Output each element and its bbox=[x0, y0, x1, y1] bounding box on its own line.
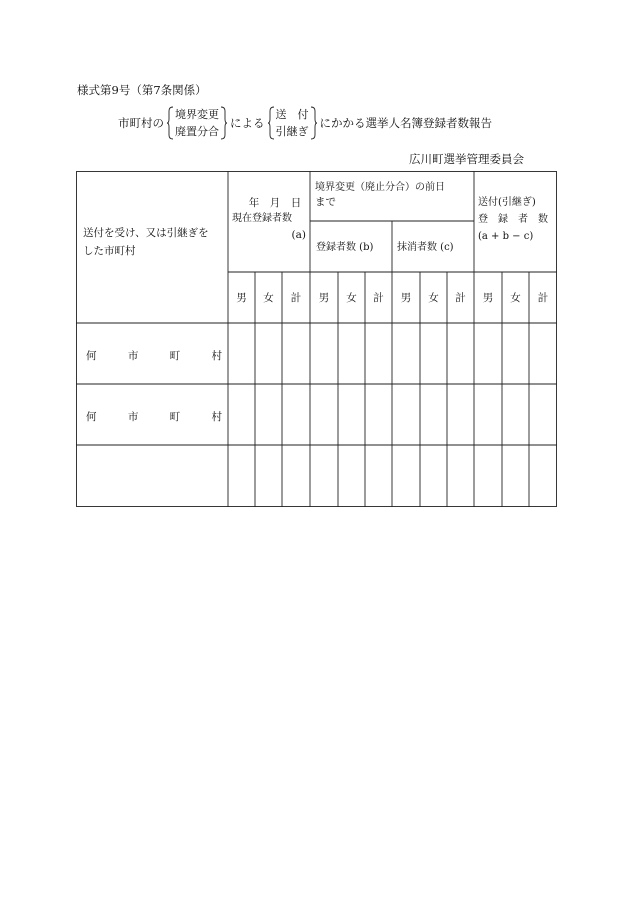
table-row-1-label bbox=[86, 348, 222, 363]
title-prefix: 市町村の bbox=[118, 116, 164, 130]
gender-label-transfer-1: 女 bbox=[510, 292, 521, 304]
header-transfer-line-2: 登 録 者 数 bbox=[478, 214, 548, 225]
gender-label-deleted-0: 男 bbox=[400, 292, 412, 304]
gender-label-date-2: 計 bbox=[290, 292, 302, 304]
gender-label-registered-1: 女 bbox=[346, 292, 357, 304]
header-transfer-line-1: 送付(引継ぎ) bbox=[478, 197, 536, 208]
title-middle: による bbox=[230, 116, 265, 130]
left-brace-icon bbox=[268, 106, 275, 140]
header-before-line-2: まで bbox=[315, 196, 336, 208]
row-2-char-4: 村 bbox=[211, 411, 222, 423]
header-date-registered bbox=[232, 196, 306, 242]
header-recipient-municipality bbox=[83, 227, 223, 258]
form-number: 様式第9号（第7条関係） bbox=[77, 83, 207, 97]
header-date-line-1: 年 月 日 bbox=[248, 197, 302, 209]
header-recipient-line-1: 送付を受け、又は引継ぎを bbox=[83, 227, 209, 239]
issuer-name: 広川町選挙管理委員会 bbox=[409, 152, 524, 166]
title-suffix: にかかる選挙人名簿登録者数報告 bbox=[319, 116, 492, 130]
gender-label-transfer-2: 計 bbox=[537, 292, 549, 304]
row-1-char-3: 町 bbox=[169, 350, 181, 362]
header-registered-count: 登録者数 (b) bbox=[316, 242, 374, 253]
right-brace-icon bbox=[220, 106, 227, 140]
report-table bbox=[76, 171, 557, 507]
title-brace-1 bbox=[167, 106, 227, 140]
gender-label-transfer-0: 男 bbox=[482, 292, 494, 304]
gender-label-registered-2: 計 bbox=[373, 292, 384, 304]
header-recipient-line-2: した市町村 bbox=[83, 245, 136, 257]
header-deleted-count: 抹消者数 (c) bbox=[397, 242, 454, 253]
header-date-line-2: 現在登録者数 bbox=[232, 213, 292, 224]
header-transfer-count bbox=[478, 196, 554, 244]
right-brace-icon bbox=[310, 106, 317, 140]
row-1-char-2: 市 bbox=[127, 350, 139, 362]
header-date-line-3: (a) bbox=[291, 229, 306, 241]
document-title bbox=[118, 106, 492, 140]
gender-label-date-1: 女 bbox=[263, 292, 274, 304]
gender-label-date-0: 男 bbox=[236, 292, 247, 304]
header-transfer-line-3: (a + b − c) bbox=[478, 231, 534, 242]
title-brace-2 bbox=[268, 106, 317, 140]
left-brace-icon bbox=[167, 106, 174, 140]
header-before-change bbox=[315, 181, 473, 209]
gender-label-deleted-1: 女 bbox=[428, 292, 439, 304]
title-brace-2-item-1: 送 付 bbox=[275, 108, 309, 121]
row-2-char-2: 市 bbox=[127, 411, 139, 423]
row-2-char-1: 何 bbox=[86, 411, 97, 423]
gender-label-registered-0: 男 bbox=[318, 292, 330, 304]
title-brace-1-item-2: 廃置分合 bbox=[175, 125, 219, 138]
row-2-char-3: 町 bbox=[169, 411, 181, 423]
gender-label-deleted-2: 計 bbox=[455, 292, 466, 304]
row-1-char-4: 村 bbox=[211, 350, 222, 362]
table-row-2-label bbox=[86, 409, 222, 424]
title-brace-2-item-2: 引継ぎ bbox=[275, 125, 309, 138]
row-1-char-1: 何 bbox=[86, 350, 97, 362]
title-brace-1-item-1: 境界変更 bbox=[175, 108, 219, 121]
header-before-line-1: 境界変更（廃止分合）の前日 bbox=[315, 182, 445, 193]
